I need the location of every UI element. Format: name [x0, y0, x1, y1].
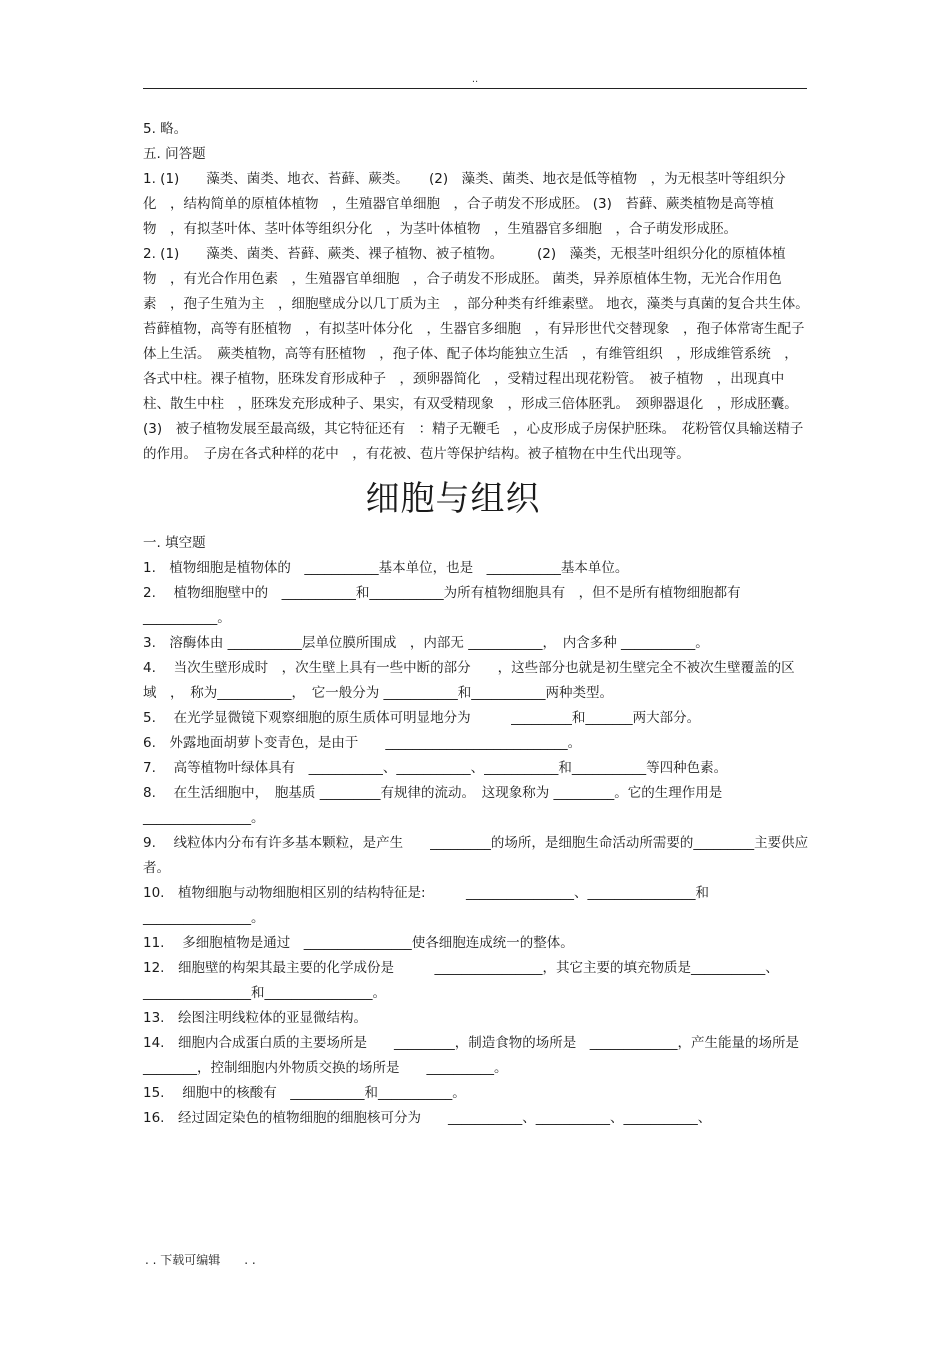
question-15: 15. 细胞中的核酸有 ___________和___________。 — [143, 1085, 466, 1101]
section-heading-qa: 五. 问答题 — [143, 146, 206, 162]
question-7: 7. 高等植物叶绿体具有 ___________、___________、___________和___________等四种色素。 — [143, 760, 728, 776]
page-content — [143, 117, 816, 1131]
answer-5: 5. 略。 — [143, 121, 188, 137]
question-5: 5. 在光学显微镜下观察细胞的原生质体可明显地分为 _________和_______两大部分。 — [143, 710, 701, 726]
question-1: 1. 植物细胞是植物体的 ___________基本单位，也是 ___________基本单位。 — [143, 560, 629, 576]
page-title: 细胞与组织 — [365, 479, 541, 519]
question-12: 12. 细胞壁的构架其最主要的化学成份是 ________________，其它主要的填充物质是___________、________________和________________。 — [143, 960, 779, 1001]
question-14: 14. 细胞内合成蛋白质的主要场所是 _________，制造食物的场所是 _____________，产生能量的场所是 ________，控制细胞内外物质交换的场所是 __________。 — [143, 1035, 799, 1076]
question-4: 4. 当次生壁形成时 ，次生壁上具有一些中断的部分 ，这些部分也就是初生壁完全不被次生壁覆盖的区域 ， 称为___________， 它一般分为 ___________和___________两种类型。 — [143, 660, 795, 701]
question-16: 16. 经过固定染色的植物细胞的细胞核可分为 ___________、___________、___________、 — [143, 1110, 712, 1126]
question-2: 2. 植物细胞壁中的 ___________和___________为所有植物细胞具有 ，但不是所有植物细胞都有 ___________。 — [143, 585, 741, 626]
question-6: 6. 外露地面胡萝卜变青色，是由于 ___________________________。 — [143, 735, 582, 751]
header-rule — [143, 88, 807, 89]
subheading-fill-blank: 一. 填空题 — [143, 535, 206, 551]
question-8: 8. 在生活细胞中， 胞基质 _________有规律的流动。 这现象称为 _________。它的生理作用是________________。 — [143, 785, 723, 826]
answer-qa-2: 2. (1) 藻类、菌类、苔藓、蕨类、裸子植物、被子植物。 (2) 藻类，无根茎叶组织分化的原植体植物 ，有光合作用色素 ，生殖器官单细胞 ，合子萌发不形成胚。 菌类，异养原植体生物，无光合作用色素 ，孢子生殖为主 ，细胞壁成分以几丁质为主 ，部分种类有纤维素壁。 地衣，藻类与真菌的复合共生体。 苔藓植物，高等有胚植物 ，有拟茎叶体分化 ，生器官多细胞 ，有异形世代交替现象 ，孢子体常寄生配子体上生活。 蕨类植物，高等有胚植物 ，孢子体、配子体均能独立生活 ，有维管组织 ，形成维管系统 ，各式中柱。裸子植物，胚珠发育形成种子 ，颈卵器简化 ，受精过程出现花粉管。 被子植物 ，出现真中柱、散生中柱 ，胚珠发充形成种子、果实，有双受精现象 ，形成三倍体胚乳。 颈卵器退化 ，形成胚囊。 (3) 被子植物发展至最高级，其它特征还有 ：精子无鞭毛 ，心皮形成子房保护胚珠。 花粉管仅具输送精子的作用。 子房在各式种样的花中 ，有花被、苞片等保护结构。被子植物在中生代出现等。 — [143, 246, 816, 462]
question-11: 11. 多细胞植物是通过 ________________使各细胞连成统一的整体。 — [143, 935, 574, 951]
footer-text: . . 下载可编辑 . . — [145, 1253, 256, 1267]
question-9: 9. 线粒体内分布有许多基本颗粒，是产生 _________的场所，是细胞生命活动所需要的_________主要供应者。 — [143, 835, 809, 876]
question-13: 13. 绘图注明线粒体的亚显微结构。 — [143, 1010, 367, 1026]
question-3: 3. 溶酶体由 ___________层单位膜所围成 ，内部无 ___________， 内含多种 ___________。 — [143, 635, 709, 651]
question-10: 10. 植物细胞与动物细胞相区别的结构特征是: ________________、________________和________________。 — [143, 885, 710, 926]
header-mark: .. — [471, 74, 479, 85]
answer-qa-1: 1. (1) 藻类、菌类、地衣、苔藓、蕨类。 (2) 藻类、菌类、地衣是低等植物 ，为无根茎叶等组织分化 ，结构简单的原植体植物 ，生殖器官单细胞 ，合子萌发不形成胚。 (3) 苔藓、蕨类植物是高等植物 ，有拟茎叶体、茎叶体等组织分化 ，为茎叶体植物 ，生殖器官多细胞 ，合子萌发形成胚。 — [143, 171, 786, 237]
